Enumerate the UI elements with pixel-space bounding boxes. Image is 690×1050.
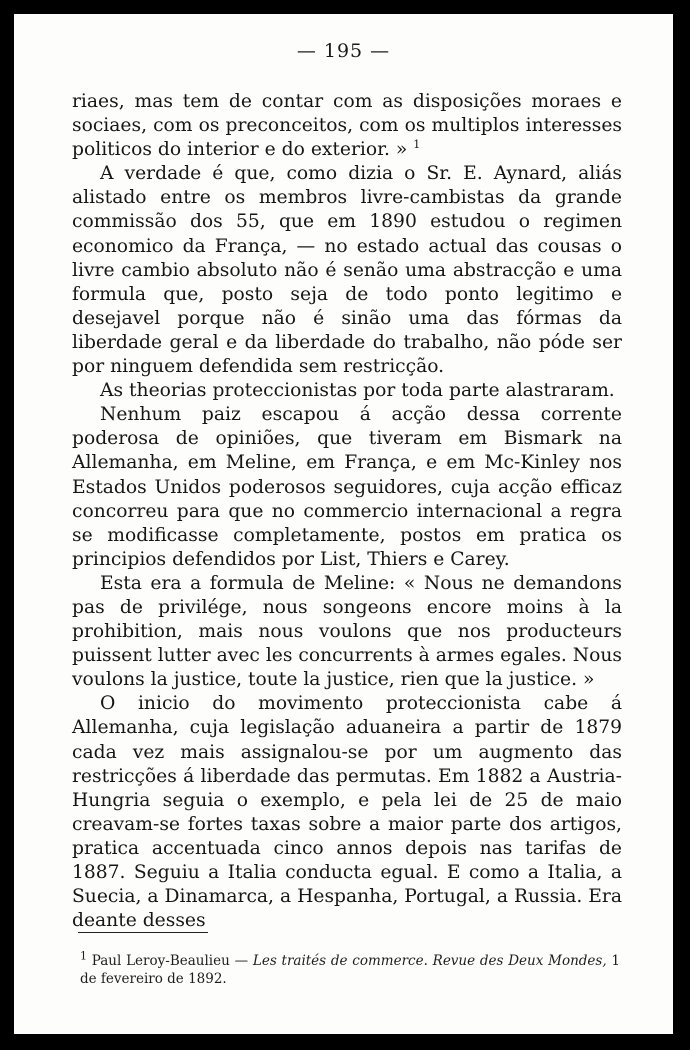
footnote	[80, 949, 620, 988]
footnote-reference: 1	[413, 137, 421, 151]
paragraph-5: Esta era a formula de Meline: « Nous ne demandons pas de privilége, nous songeons encore moins à la prohibition, mais nous voulons que nos producteurs puissent lutter avec les concurrents à armes egales. Nous voulons la justice, toute la justice, rien que la justice. »	[72, 572, 623, 691]
paragraph-1	[72, 90, 622, 162]
body-text	[72, 90, 622, 933]
footnote-author: Paul Leroy-Beaulieu —	[91, 953, 249, 969]
footnote-divider	[78, 932, 208, 933]
footnote-work-title: Les traités de commerce.	[252, 953, 428, 969]
paragraph-6: O inicio do movimento proteccionista cabe á Allemanha, cuja legislação aduaneira a partir de 1879 cada vez mais assignalou-se por um augmento das restricções á liberdade das permutas. Em 1882 a Austria-Hungria seguia o exemplo, e pela lei de 25 de maio creavam-se fortes taxas sobre a maior parte dos artigos, pratica accentuada cinco annos depois nas tarifas de 1887. Seguiu a Italia conducta egual. E como a Italia, a Suecia, a Dinamarca, a Hespanha, Portugal, a Russia. Era deante desses	[72, 693, 622, 932]
paragraph-3: As theorias proteccionistas por toda parte alastraram.	[100, 380, 615, 402]
book-page	[14, 14, 673, 1034]
paragraph-2: A verdade é que, como dizia o Sr. E. Aynard, aliás alistado entre os membros livre-cambistas da grande commissão dos 55, que em 1890 estudou o regimen economico da França, — no estado actual das cousas o livre cambio absoluto não é senão uma abstracção e uma formula que, posto seja de todo ponto legitimo e desejavel porque não é sinão uma das fórmas da liberdade geral e da liberdade do trabalho, não póde ser por ninguem defendida sem restricção.	[72, 163, 622, 378]
footnote-marker: 1	[80, 949, 87, 963]
page-number: — 195 —	[296, 40, 391, 62]
footnote-journal: Revue des Deux Mondes,	[432, 953, 607, 969]
paragraph-4: Nenhum paiz escapou á acção dessa corrente poderosa de opiniões, que tiveram em Bismark na Allemanha, em Meline, em França, e em Mc-Kinley nos Estados Unidos poderosos seguidores, cuja acção efficaz concorreu para que no commercio internacional a regra se modificasse completamente, postos em pratica os principios defendidos por List, Thiers e Carey.	[72, 404, 622, 570]
paragraph-1-text: riaes, mas tem de contar com as disposições moraes e sociaes, com os preconceitos, com os multiplos interesses politicos do interior e do exterior. »	[72, 91, 622, 161]
footnote-date: 1 de fevereiro de 1892.	[80, 953, 620, 987]
